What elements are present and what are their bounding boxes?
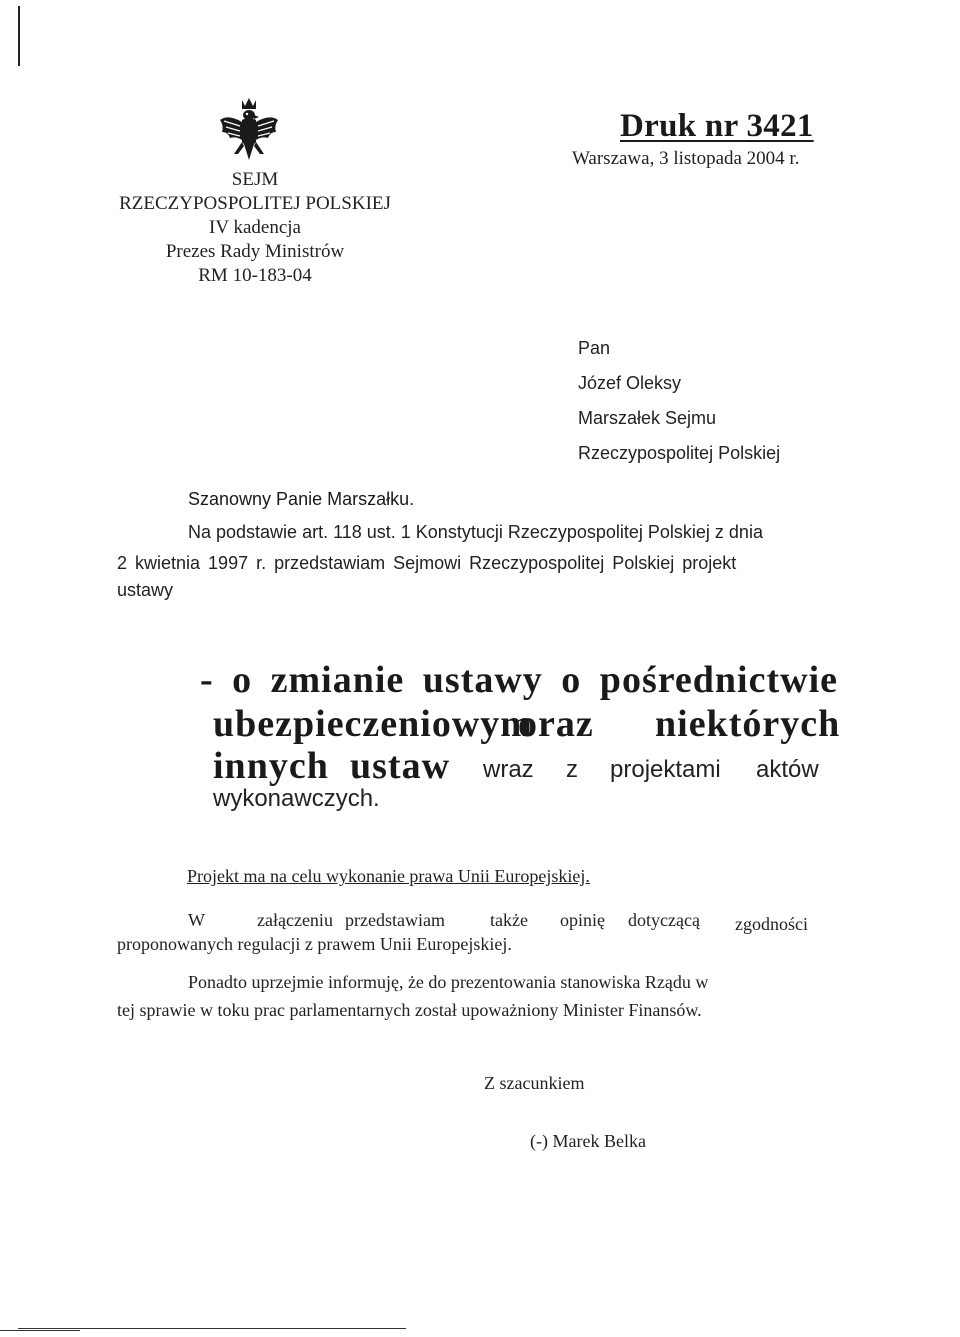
attachment-word: przedstawiam [345, 910, 445, 930]
info-line-1: Ponadto uprzejmie informuję, że do prezentowania stanowiska Rządu w [188, 972, 709, 992]
sender-line-reference: RM 10-183-04 [198, 265, 312, 286]
bill-title-line-4: wykonawczych. [213, 785, 380, 812]
document-number: Druk nr 3421 [620, 108, 814, 144]
place-date: Warszawa, 3 listopada 2004 r. [572, 148, 800, 169]
closing-regards: Z szacunkiem [484, 1073, 585, 1093]
addressee-line: Marszałek Sejmu [578, 408, 717, 428]
bill-title-word: aktów [756, 756, 819, 783]
sender-line-prime-minister: Prezes Rady Ministrów [165, 241, 345, 262]
info-line-2: tej sprawie w toku prac parlamentarnych został upoważniony Minister Finansów. [117, 1000, 702, 1020]
bill-title-word: projektami [610, 756, 721, 783]
attachment-word: opinię [560, 910, 605, 930]
bill-title-word: niektórych [655, 703, 841, 745]
attachment-word: zgodności [735, 914, 808, 934]
bill-title-word: innych [213, 745, 329, 787]
sender-line-republic: RZECZYPOSPOLITEJ POLSKIEJ [119, 193, 391, 214]
addressee-line: Józef Oleksy [578, 373, 682, 393]
attachment-word: W [188, 910, 205, 930]
attachment-word: dotyczącą [628, 910, 700, 930]
bill-title-word: oraz [518, 703, 594, 745]
footer-rule [18, 1328, 406, 1329]
attachment-word: także [490, 910, 528, 930]
attachment-word: załączeniu [257, 910, 333, 930]
attachment-line-2: proponowanych regulacji z prawem Unii Europejskiej. [117, 934, 512, 954]
sender-line-sejm: SEJM [231, 169, 279, 190]
greeting: Szanowny Panie Marszałku. [188, 489, 415, 509]
addressee-block [578, 334, 780, 474]
bill-title-line-1: - o zmianie ustawy o pośrednictwie [200, 659, 838, 701]
intro-line-1: Na podstawie art. 118 ust. 1 Konstytucji Rzeczypospolitej Polskiej z dnia [188, 522, 763, 542]
addressee-line: Rzeczypospolitej Polskiej [578, 443, 781, 463]
bill-title-word: wraz [483, 756, 534, 783]
footer-rule-short [0, 1330, 80, 1331]
bill-title-word: ustaw [350, 745, 451, 787]
scan-edge-mark [18, 6, 20, 66]
sender-header [70, 168, 440, 288]
signature: (-) Marek Belka [530, 1131, 646, 1151]
eu-law-note: Projekt ma na celu wykonanie prawa Unii Europejskiej. [187, 866, 590, 886]
addressee-line: Pan [578, 338, 611, 358]
intro-line-3: ustawy [117, 580, 174, 600]
bill-title-word: z [566, 756, 578, 783]
sender-line-term: IV kadencja [209, 217, 301, 238]
intro-line-2: 2 kwietnia 1997 r. przedstawiam Sejmowi Rzeczypospolitej Polskiej projekt [117, 553, 737, 573]
polish-eagle-emblem-icon [218, 96, 280, 168]
bill-title-word: ubezpieczeniowym [213, 703, 533, 745]
